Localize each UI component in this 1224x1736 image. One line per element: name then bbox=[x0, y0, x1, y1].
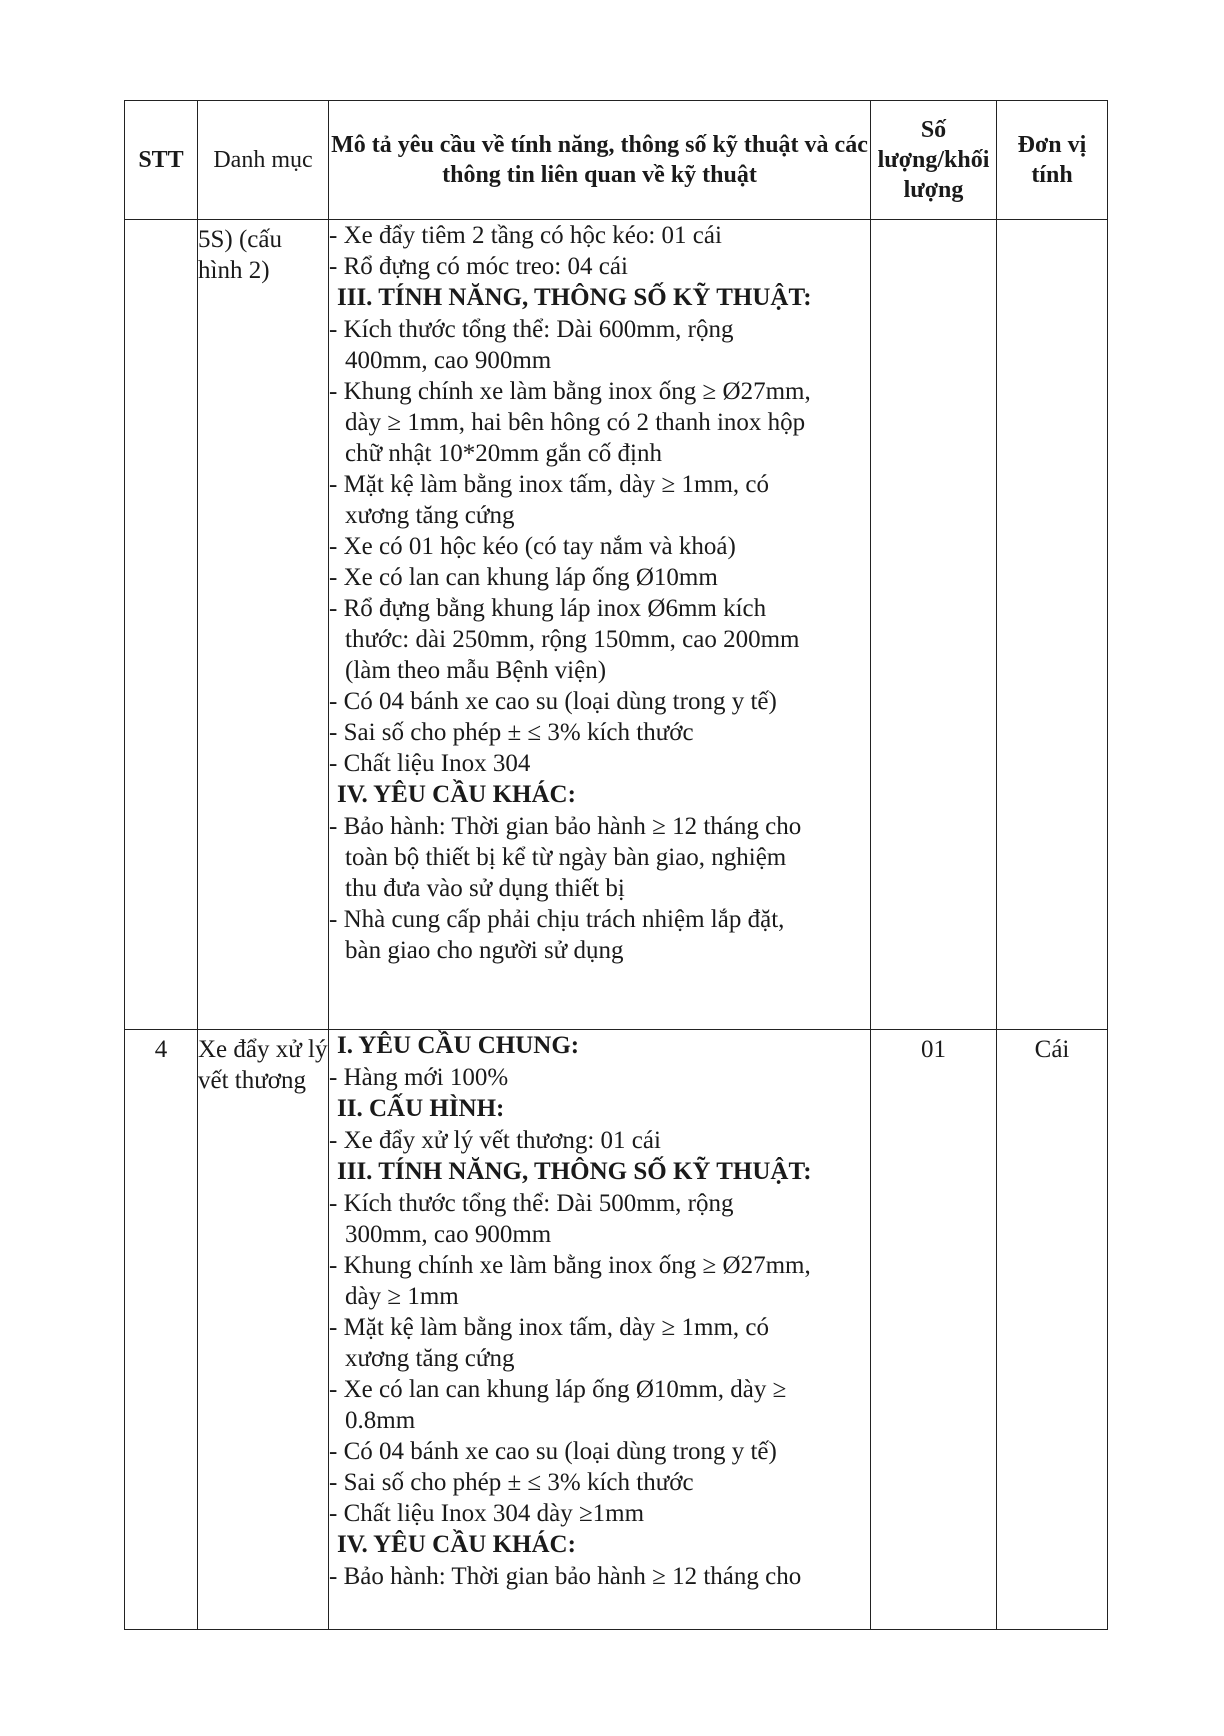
row2-unit: Cái bbox=[997, 1030, 1108, 1630]
spec-line: - Kích thước tổng thể: Dài 500mm, rộng bbox=[329, 1190, 734, 1217]
spec-line: - Sai số cho phép ± ≤ 3% kích thước bbox=[329, 1469, 694, 1496]
spec-line: - Mặt kệ làm bằng inox tấm, dày ≥ 1mm, có bbox=[329, 471, 770, 498]
spec-line: xương tăng cứng bbox=[345, 1345, 515, 1372]
spec-line: - Sai số cho phép ± ≤ 3% kích thước bbox=[329, 719, 694, 746]
spec-line: chữ nhật 10*20mm gắn cố định bbox=[345, 440, 662, 467]
spec-line: - Xe có lan can khung láp ống Ø10mm bbox=[329, 564, 718, 591]
spec-line: dày ≥ 1mm, hai bên hông có 2 thanh inox hộp bbox=[345, 409, 806, 436]
header-row bbox=[125, 101, 1108, 220]
spec-line: 400mm, cao 900mm bbox=[345, 347, 552, 374]
section-heading: IV. YÊU CẦU KHÁC: bbox=[337, 781, 576, 808]
section-heading: I. YÊU CẦU CHUNG: bbox=[337, 1032, 580, 1059]
row2-stt: 4 bbox=[125, 1030, 198, 1630]
spec-line: - Xe đẩy tiêm 2 tầng có hộc kéo: 01 cái bbox=[329, 222, 722, 249]
spec-line: thước: dài 250mm, rộng 150mm, cao 200mm bbox=[345, 626, 800, 653]
header-description: Mô tả yêu cầu về tính năng, thông số kỹ thuật và các thông tin liên quan về kỹ thuật bbox=[329, 101, 871, 220]
row1-unit bbox=[997, 220, 1108, 1030]
spec-line: - Mặt kệ làm bằng inox tấm, dày ≥ 1mm, có bbox=[329, 1314, 770, 1341]
row1-quantity bbox=[871, 220, 997, 1030]
spec-line: - Khung chính xe làm bằng inox ống ≥ Ø27mm, bbox=[329, 378, 811, 405]
section-heading: II. CẤU HÌNH: bbox=[337, 1095, 505, 1122]
spec-line: - Chất liệu Inox 304 dày ≥1mm bbox=[329, 1500, 645, 1527]
header-category: Danh mục bbox=[198, 101, 329, 220]
spec-line: - Bảo hành: Thời gian bảo hành ≥ 12 tháng cho bbox=[329, 1563, 802, 1590]
spec-line: 0.8mm bbox=[345, 1407, 416, 1434]
row2-category: Xe đẩy xử lý vết thương bbox=[198, 1030, 329, 1630]
spec-line: toàn bộ thiết bị kể từ ngày bàn giao, nghiệm bbox=[345, 844, 787, 871]
spec-line: - Nhà cung cấp phải chịu trách nhiệm lắp đặt, bbox=[329, 906, 785, 933]
section-heading: IV. YÊU CẦU KHÁC: bbox=[337, 1531, 576, 1558]
header-stt: STT bbox=[125, 101, 198, 220]
row2-quantity: 01 bbox=[871, 1030, 997, 1630]
row1-stt bbox=[125, 220, 198, 1030]
spec-line: - Hàng mới 100% bbox=[329, 1064, 509, 1091]
spec-line: bàn giao cho người sử dụng bbox=[345, 937, 624, 964]
row1-description bbox=[329, 220, 871, 1030]
spec-line: - Bảo hành: Thời gian bảo hành ≥ 12 tháng cho bbox=[329, 813, 802, 840]
row1-category: 5S) (cấu hình 2) bbox=[198, 220, 329, 1030]
spec-line: (làm theo mẫu Bệnh viện) bbox=[345, 657, 607, 684]
spec-line: - Xe đẩy xử lý vết thương: 01 cái bbox=[329, 1127, 661, 1154]
spec-line: - Kích thước tổng thể: Dài 600mm, rộng bbox=[329, 316, 734, 343]
header-unit: Đơn vị tính bbox=[997, 101, 1108, 220]
spec-line: - Chất liệu Inox 304 bbox=[329, 750, 531, 777]
spec-line: - Xe có lan can khung láp ống Ø10mm, dày ≥ bbox=[329, 1376, 787, 1403]
spec-line: xương tăng cứng bbox=[345, 502, 515, 529]
spec-line: dày ≥ 1mm bbox=[345, 1283, 459, 1310]
spec-line: - Có 04 bánh xe cao su (loại dùng trong y tế) bbox=[329, 1438, 777, 1465]
spec-line: thu đưa vào sử dụng thiết bị bbox=[345, 875, 625, 902]
spec-line: - Khung chính xe làm bằng inox ống ≥ Ø27mm, bbox=[329, 1252, 811, 1279]
section-heading: III. TÍNH NĂNG, THÔNG SỐ KỸ THUẬT: bbox=[337, 1158, 812, 1185]
spec-line: - Rổ đựng bằng khung láp inox Ø6mm kích bbox=[329, 595, 767, 622]
spec-line: 300mm, cao 900mm bbox=[345, 1221, 552, 1248]
specification-table bbox=[124, 100, 1108, 1630]
spec-line: - Có 04 bánh xe cao su (loại dùng trong y tế) bbox=[329, 688, 777, 715]
table-row bbox=[125, 220, 1108, 1030]
section-heading: III. TÍNH NĂNG, THÔNG SỐ KỸ THUẬT: bbox=[337, 284, 812, 311]
spec-line: - Rổ đựng có móc treo: 04 cái bbox=[329, 253, 628, 280]
spec-line: - Xe có 01 hộc kéo (có tay nắm và khoá) bbox=[329, 533, 736, 560]
table-row bbox=[125, 1030, 1108, 1630]
header-quantity: Số lượng/khối lượng bbox=[871, 101, 997, 220]
row2-description bbox=[329, 1030, 871, 1630]
